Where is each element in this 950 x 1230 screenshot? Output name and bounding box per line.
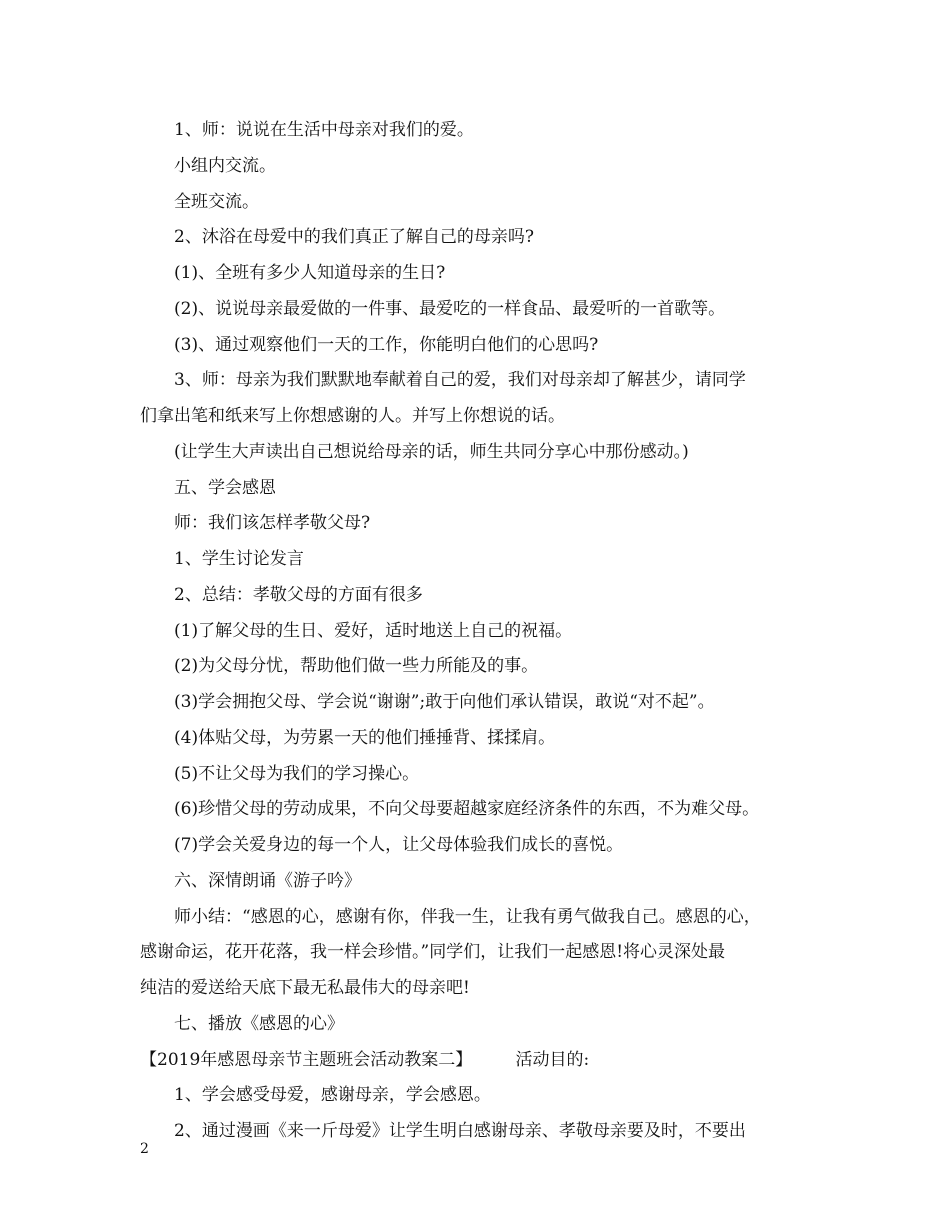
text-line-18: (4)体贴父母，为劳累一天的他们捶捶背、揉揉肩。 — [174, 728, 556, 748]
plan-two-heading: 【2019年感恩母亲节主题班会活动教案二】 活动目的: — [140, 1050, 590, 1070]
text-line-29: 2、通过漫画《来一斤母爱》让学生明白感谢母亲、孝敬母亲要及时，不要出 — [174, 1121, 746, 1141]
text-line-12: 师：我们该怎样孝敬父母? — [174, 513, 371, 533]
text-line-6: (2)、说说母亲最爱做的一件事、最爱吃的一样食品、最爱听的一首歌等。 — [174, 299, 726, 319]
text-line-8: 3、师：母亲为我们默默地奉献着自己的爱，我们对母亲却了解甚少，请同学 — [174, 370, 746, 390]
text-line-14: 2、总结：孝敬父母的方面有很多 — [174, 585, 423, 605]
text-line-3: 全班交流。 — [174, 192, 259, 212]
text-line-23: 师小结：“感恩的心，感谢有你，伴我一生，让我有勇气做我自己。感恩的心， — [174, 907, 761, 927]
text-line-1: 1、师：说说在生活中母亲对我们的爱。 — [174, 120, 474, 140]
section-heading-five: 五、学会感恩 — [174, 478, 276, 498]
text-line-7: (3)、通过观察他们一天的工作，你能明白他们的心思吗? — [174, 335, 599, 355]
text-line-20: (6)珍惜父母的劳动成果，不向父母要超越家庭经济条件的东西，不为难父母。 — [174, 799, 760, 819]
page-number: 2 — [140, 1141, 149, 1157]
section-heading-seven: 七、播放《感恩的心》 — [174, 1014, 344, 1034]
text-line-17: (3)学会拥抱父母、学会说“谢谢”;敢于向他们承认错误，敢说“对不起”。 — [174, 692, 715, 712]
text-line-16: (2)为父母分忧，帮助他们做一些力所能及的事。 — [174, 656, 539, 676]
text-line-2: 小组内交流。 — [174, 156, 276, 176]
text-line-24: 感谢命运，花开花落，我一样会珍惜。”同学们，让我们一起感恩!将心灵深处最 — [140, 942, 726, 962]
section-heading-six: 六、深情朗诵《游子吟》 — [174, 871, 361, 891]
text-line-15: (1)了解父母的生日、爱好，适时地送上自己的祝福。 — [174, 621, 573, 641]
text-line-4: 2、沐浴在母爱中的我们真正了解自己的母亲吗? — [174, 227, 534, 247]
text-line-19: (5)不让父母为我们的学习操心。 — [174, 764, 420, 784]
text-line-21: (7)学会关爱身边的每一个人，让父母体验我们成长的喜悦。 — [174, 835, 624, 855]
text-line-25: 纯洁的爱送给天底下最无私最伟大的母亲吧! — [140, 978, 470, 998]
text-line-9: 们拿出笔和纸来写上你想感谢的人。并写上你想说的话。 — [140, 406, 565, 426]
text-line-10: (让学生大声读出自己想说给母亲的话，师生共同分享心中那份感动。) — [174, 442, 689, 462]
text-line-13: 1、学生讨论发言 — [174, 549, 304, 569]
text-line-5: (1)、全班有多少人知道母亲的生日? — [174, 263, 446, 283]
text-line-28: 1、学会感受母爱，感谢母亲，学会感恩。 — [174, 1085, 491, 1105]
